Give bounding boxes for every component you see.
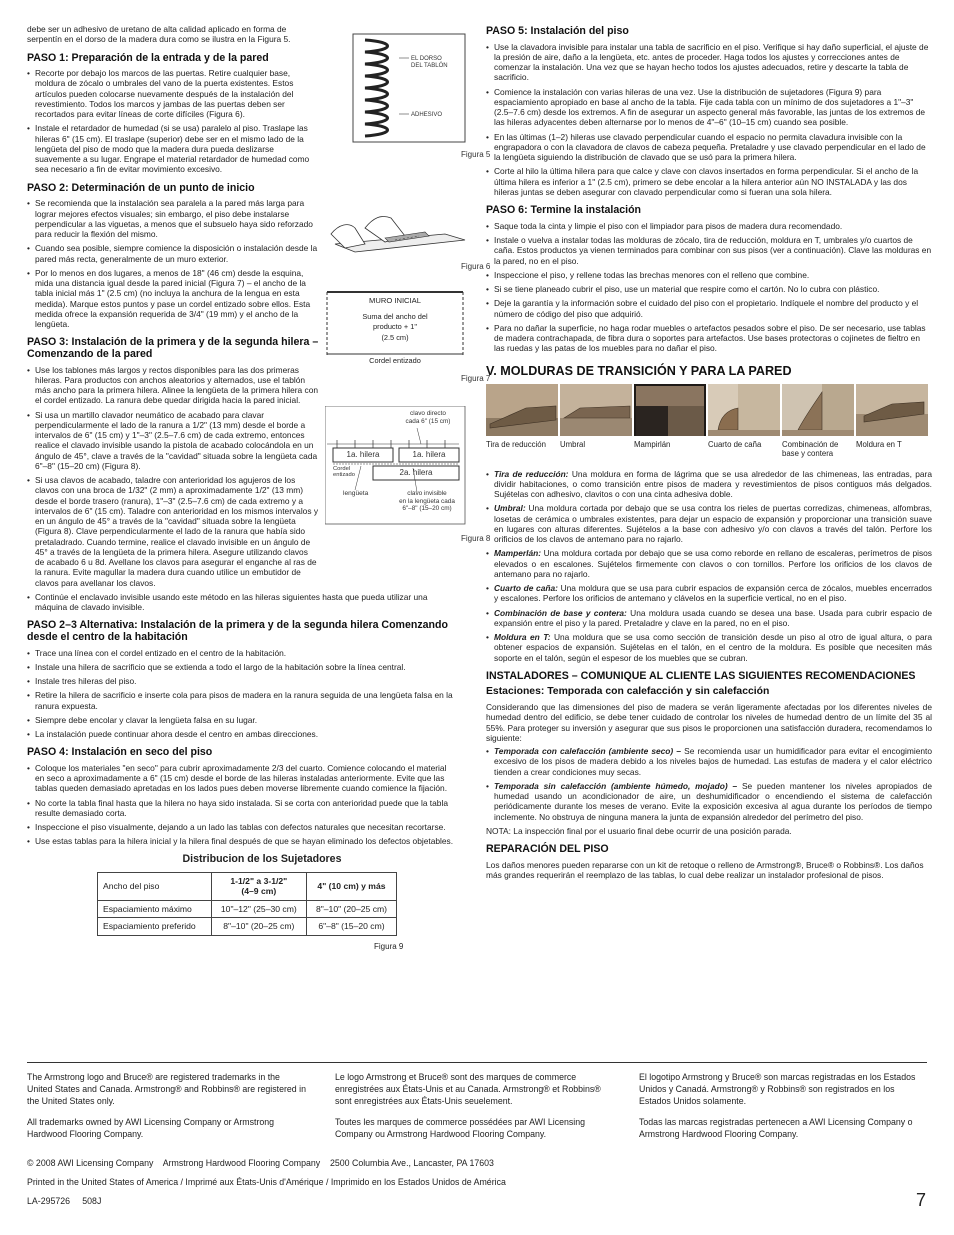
figure8-caption: Figura 8: [461, 534, 491, 543]
step5-list: [486, 42, 932, 198]
installers-heading: INSTALADORES – COMUNIQUE AL CLIENTE LAS SIGUIENTES RECOMENDACIONES: [486, 669, 916, 682]
figure5-caption: Figura 5: [461, 150, 491, 159]
step3-heading: PASO 3: Instalación de la primera y de la segunda hilera – Comenzando de la pared: [27, 336, 319, 360]
list-item: [486, 469, 932, 500]
list-item: • No corte la tabla final hasta que la hilera no haya sido instalada. Si se corta con anterioridad puede que la tabla resulte demasiado corta.: [27, 798, 457, 819]
definition: Una moldura cortada por debajo que se usa como reborde en rellano de escaleras, perímetros de pisos elevados o en escalones. Sujételos firmemente con clavos o con tornillos. Perfore los orificios de los clavos de antemano para no rajarlo.: [494, 548, 932, 579]
molding-label: Mampirlán: [634, 440, 671, 449]
footer-code: LA-295726 508J: [27, 1195, 102, 1206]
table-row: [98, 918, 397, 935]
fastener-table-title: Distribucion de los Sujetadores: [182, 852, 342, 865]
figure7-body: Suma del ancho del producto + 1" (2.5 cm): [362, 312, 428, 342]
term: Tira de reducción:: [494, 468, 569, 479]
list-item: • Para no dañar la superficie, no haga rodar muebles o artefactos pesados sobre el piso. De ser necesario, use tablas de madera contrachapada, de fibra dura o soportes para artefactos. Use bases protectoras o cojinetes de fieltro en las ruedas y las patas de los muebles para no dañar el piso.: [486, 323, 932, 354]
step4-list: [27, 763, 457, 847]
left-column: [27, 24, 491, 951]
list-item: • Use la clavadora invisible para instalar una tabla de sacrificio en el piso. Verifique si hay daño superficial, el ajuste de la presión de aire, daño a la lengüeta, etc. antes de proceder. Haga todos los ajustes y correcciones antes de comenzar la instalación. Una vez que se hayan hecho todos los ajustes adecuados, retire y descarte la tabla de sacrificio.: [486, 42, 932, 83]
figure6-caption: Figura 6: [461, 262, 491, 271]
list-item: • La instalación puede continuar ahora desde el centro en ambas direcciones.: [27, 729, 457, 739]
definition: Una moldura que se usa como sección de transición desde un piso al otro de igual altura, o para obtener espacios de expansión. Sujételas en el talón, en el centro de la moldura. Es posible que necesiten más soporte en el talón, según el espesor de los muebles que se cubran.: [494, 632, 933, 663]
figure7-chalk-line: Cordel entizado: [369, 356, 421, 365]
list-item: • Saque toda la cinta y limpie el piso con el limpiador para pisos de madera dura recomendado.: [486, 221, 932, 231]
figure5-label-back: EL DORSO DEL TABLÓN: [411, 56, 448, 70]
list-item: • Corte al hilo la última hilera para que calce y clave con clavos insertados en forma perpendicular. Si el ancho de la última hilera es inferior a 1" (2.5 cm), primero se debe encolar a la hilera anterior aún NO INSTALADA y las dos hileras juntas se deben asegurar con clavado perpendicular como si fueran una sola hilera.: [486, 166, 932, 197]
list-item: • Instale o vuelva a instalar todas las molduras de zócalo, tira de reducción, moldura en T, umbrales y/o cuartos de caña. Estos productos ya vienen terminados para combinar con sus pisos (ver a continuación). Clave las molduras en la pared, no en el piso.: [486, 235, 932, 266]
table-cell: 6"–8" (15–20 cm): [306, 918, 396, 935]
list-item: • Siempre debe encolar y clavar la lengüeta falsa en su lugar.: [27, 715, 457, 725]
term: Moldura en T:: [494, 632, 551, 643]
figure5-illustration: [325, 28, 495, 156]
list-item: [486, 548, 932, 579]
figure9-caption: Figura 9: [374, 941, 404, 951]
step2-list: [27, 198, 319, 329]
list-item: • Si usa clavos de acabado, taladre con anterioridad los agujeros de los clavos con una broca de 1/32" (2 mm) a aproximadamente 1/2" (13 mm) desde el borde trasero (ranura), 1"–3" (2.5–7.6 cm) de cada extremo y a intervalos de 6" (15 cm). Taladre con anterioridad en los mismos intervalos y en un ángulo de 45° a través de la "cavidad" situada sobre la lengüeta (Figura 8). Clave perpendicularmente el lado de la ranura que había sido pretaladrado. Cuando termine, realice el clavado invisible en un ángulo de 45° a través de la lengüeta de la primera hilera. Asegure utilizando clavos de acabado 6 u 8d. Avellane los clavos para asegurar el enganche al ras de la ranura. Evite magullar la madera dura cuando utilice un embutidor de clavos para avellanar los clavos.: [27, 475, 319, 588]
step23-list: [27, 648, 457, 740]
definition: Una moldura en forma de lágrima que se usa alrededor de las chimeneas, las entradas, para dividir habitaciones, o como transición entre pisos de madera y revestimientos de pisos contiguos más delgados. Sujételas con adhesivo, clavitos o con una cinta adhesiva doble.: [494, 468, 932, 500]
footer-trademark-es: El logotipo Armstrong y Bruce® son marcas registradas en los Estados Unidos y Canadá. Armstrong® y Robbins® son registrados en los Estados Unidos solamente.: [639, 1072, 916, 1106]
molding-reducer: [486, 384, 558, 459]
list-item: • Cuando sea posible, siempre comience la disposición o instalación desde la pared más recta, generalmente de un muro exterior.: [27, 243, 319, 264]
footer-divider: [27, 1062, 927, 1063]
footer-trademark-en: The Armstrong logo and Bruce® are registered trademarks in the United States and Canada. Armstrong® and Robbins® are registered in the United States only.: [27, 1072, 306, 1106]
list-item: [486, 632, 932, 663]
list-item: • Trace una línea con el cordel entizado en el centro de la habitación.: [27, 648, 457, 658]
page-number: 7: [915, 1190, 926, 1210]
term: Umbral:: [494, 503, 526, 514]
footer-english: [27, 1072, 307, 1149]
list-item: • Se recomienda que la instalación sea paralela a la pared más larga para lograr mejores efectos visuales; sin embargo, el piso debe instalarse perpendicular a las viguetas, a menos que el subsuelo haya sido reforzado para reducir la flexión del mismo.: [27, 198, 319, 239]
figure6: [325, 184, 495, 274]
stair-nose-molding-icon: [634, 384, 706, 436]
footer-ownership-es: Todas las marcas registradas pertenecen a AWI Licensing Company o Armstrong Hardwood Flooring Company.: [639, 1116, 913, 1139]
figure7-caption: Figura 7: [461, 374, 491, 383]
base-cap-molding-icon: [782, 384, 854, 436]
step5-heading: PASO 5: Instalación del piso: [486, 25, 629, 37]
molding-label: Tira de reducción: [486, 440, 546, 449]
step1-list: [27, 68, 319, 175]
step23-heading: PASO 2–3 Alternativa: Instalación de la primera y de la segunda hilera Comenzando desde el centro de la habitación: [27, 619, 448, 643]
definition: Se recomienda usar un humidificador para evitar el encogimiento excesivo de los pisos de madera debido a los niveles bajos de humedad. Las estufas de madera y el calor eléctrico tienden a crear condiciones muy secas.: [494, 746, 932, 777]
table-cell: Ancho del piso: [98, 872, 212, 900]
molding-label: Umbral: [560, 440, 586, 449]
step6-heading: PASO 6: Termine la instalación: [486, 204, 642, 217]
molding-base-cap: [782, 384, 854, 459]
list-item: [486, 503, 932, 544]
list-item: [486, 781, 932, 822]
molding-label: Moldura en T: [856, 440, 902, 449]
list-item: • Inspeccione el piso, y rellene todas las brechas menores con el relleno que combine.: [486, 270, 932, 280]
step6-list: [486, 221, 932, 354]
figure8-direct-nail-label: clavo directo cada 6" (15 cm): [405, 410, 451, 425]
list-item: [486, 583, 932, 604]
quarter-round-molding-icon: [708, 384, 780, 436]
figure5: [325, 28, 495, 159]
list-item: • Recorte por debajo los marcos de las puertas. Retire cualquier base, moldura de zócalo o umbrales del vano de la puerta existentes. Estos artículos pueden colocarse nuevamente después de la instalación del revestimiento. Todos los marcos y jambas de las puertas deben ser recortados para evitar líneas de corte difíciles (Figura 6).: [27, 68, 319, 119]
figure8-row1b-label: 1a. hilera: [412, 450, 446, 459]
list-item: • En las últimas (1–2) hileras use clavado perpendicular cuando el espacio no permita clavadura invisible con la engrapadora o con la clavadora de clavos de cabeza pequeña. Pretaladre y use clavado perpendicular en el lado de la lengüeta siguiendo la distribución de clavado que se usó para la primera hilera.: [486, 132, 932, 163]
t-molding-icon: [856, 384, 928, 436]
footer-trademark-fr: Le logo Armstrong et Bruce® sont des marques de commerce enregistrées aux États-Unis et au Canada. Armstrong® et Robbins® sont enregistrées aux États-Unis seuelement.: [335, 1072, 601, 1106]
figure7-title: MURO INICIAL: [369, 296, 421, 305]
definition: Una moldura que se usa para cubrir espacios de expansión cerca de zócalos, muebles encerrados y escalones. Perfore los orificios de antemano y clávelos en la superficie vertical, no en el piso.: [494, 583, 932, 604]
figure8-blind-nail-label: clavo invisible en la lengüeta cada 6"–8" (15–20 cm): [399, 490, 455, 513]
footer-french: [335, 1072, 615, 1149]
definition: Una moldura usada cuando se desea una base. Usada para cubrir espacio de expansión entre el piso y la pared. Pretaladre y clave en la pared, no en el piso.: [494, 607, 932, 628]
term: Combinación de base y contera:: [494, 607, 627, 618]
list-item: • Si usa un martillo clavador neumático de acabado para clavar perpendicularmente el lado de la ranura a 1/2" (13 mm) desde el borde a intervalos de 6" (15 cm) y 1"–3" (2.5–7.6 cm) de cada extremo, entonces realice el clavado invisible usando la pistola de acabado colocándola en un ángulo de 45°, clave a través de la "cavidad" situada sobre la lengüeta cada 6"–8" (15–20 cm) (Figura 8).: [27, 410, 319, 472]
table-cell: 10"–12" (25–30 cm): [211, 900, 306, 917]
list-item: • Si se tiene planeado cubrir el piso, use un material que respire como el cartón. No lo cubra con plástico.: [486, 284, 932, 294]
term: Cuarto de caña:: [494, 583, 558, 594]
fastener-table: [97, 872, 397, 936]
moldings-heading: V. MOLDURAS DE TRANSICIÓN Y PARA LA PARED: [486, 363, 792, 378]
installers-paragraph: Considerando que las dimensiones del piso de madera se verán ligeramente afectadas por los diferentes niveles de humedad dentro del edificio, se debe tener cuidado de controlar los niveles de humedad dentro de un límite del 35 al 55%. Para proteger su inversión y asegurar que sus pisos le proporcionen una satisfacción duradera, recomendamos lo siguiente:: [486, 702, 932, 743]
figure6-illustration: [325, 184, 495, 264]
list-item: [486, 608, 932, 629]
footer-copyright: © 2008 AWI Licensing Company Armstrong Hardwood Flooring Company 2500 Columbia Ave., Lancaster, PA 17603: [27, 1158, 494, 1168]
installers-subheading: Estaciones: Temporada con calefacción y sin calefacción: [486, 685, 770, 697]
list-item: • Instale el retardador de humedad (si se usa) paralelo al piso. Traslape las hileras 6" (15 cm). El traslape (superior) debe ser en el mismo lado de la lengüeta del piso de modo que la madera dura pueda deslizarse suavemente a su lugar. Engrape el material retardador de humedad como sea necesario a fin de evitar movimiento excesivo.: [27, 123, 319, 174]
moldings-list: [486, 469, 932, 663]
table-cell: 8"–10" (20–25 cm): [211, 918, 306, 935]
installers-list: [486, 746, 932, 822]
footer-spanish: [639, 1072, 919, 1149]
molding-quarter-round: [708, 384, 780, 459]
table-cell: Espaciamiento preferido: [98, 918, 212, 935]
figure8: [325, 406, 495, 546]
footer-ownership-fr: Toutes les marques de commerce possédées par AWI Licensing Company ou Armstrong Hardwood Flooring Company.: [335, 1116, 586, 1139]
figure7: [325, 290, 495, 386]
table-row: [98, 872, 397, 900]
step23-section: [27, 620, 457, 846]
intro-paragraph: debe ser un adhesivo de uretano de alta calidad aplicado en forma de serpentín en el dorso de la madera dura como se ilustra en la Figura 5.: [27, 24, 291, 45]
table-cell: 4" (10 cm) y más: [306, 872, 396, 900]
list-item: • Use los tablones más largos y rectos disponibles para las dos primeras hileras. Para productos con anchos aleatorios y alternados, use el tablón más ancho para la primera hilera. Alinee la lengüeta de la primera hilera con el cordel entizado. La ranura debe quedar dirigida hacia la pared inicial.: [27, 365, 319, 406]
definition: Una moldura cortada por debajo que se usa contra los rieles de puertas corredizas, chimeneas, alfombras, losetas de cerámica o umbrales existentes, para dejar un espacio de expansión y proporcionar una transición suave en lugares con alturas diferentes. Sujételos a la base con adhesivo y/o con clavos a través del talón. Perfore los orificios de los clavos de antemano para no rajarlo.: [494, 503, 932, 545]
molding-stair-nose: [634, 384, 706, 459]
definition: Se pueden mantener los niveles apropiados de humedad usando un acondicionador de aire, un deshumidificador o encendiendo el sistema de calefacción periódicamente durante los meses de verano. Evite la exposición excesiva al agua durante los períodos de tiempo inclemente. No obstruya de ninguna manera la junta de expansión alrededor del perímetro del piso.: [494, 780, 932, 822]
footer-bottom: [27, 1158, 506, 1215]
list-item: • Instale tres hileras del piso.: [27, 676, 457, 686]
molding-t-mold: [856, 384, 928, 459]
footer-ownership-en: All trademarks owned by AWI Licensing Company or Armstrong Hardwood Flooring Company.: [27, 1116, 275, 1139]
table-cell: Espaciamiento máximo: [98, 900, 212, 917]
term: Temporada sin calefacción (ambiente húmedo, mojado) –: [494, 780, 738, 791]
term: Temporada con calefacción (ambiente seco) –: [494, 746, 681, 757]
figure8-row1a-label: 1a. hilera: [346, 450, 380, 459]
moldings-strip: [486, 384, 932, 459]
list-item: • Comience la instalación con varias hileras de una vez. Use la distribución de sujetadores (Figura 9) para espaciamiento apropiado en base al ancho de la tabla. Fije cada tabla con un mínimo de dos sujetadores a 1"–3" (2.5–7.6 cm) desde los extremos. A fin de asegurar un aspecto general más favorable, las juntas de los extremos de las hileras adyacentes deben alternarse por lo menos de 4"–6" (10–15 cm) cuando sea posible.: [486, 87, 932, 128]
term: Mamperlán:: [494, 548, 542, 559]
table-cell: 1-1/2" a 3-1/2" (4–9 cm): [211, 872, 306, 900]
molding-label: Cuarto de caña: [708, 440, 762, 449]
footer-printed: Printed in the United States of America / Imprimé aux États-Unis d'Amérique / Imprimido en los Estados Unidos de América: [27, 1176, 506, 1187]
threshold-molding-icon: [560, 384, 632, 436]
list-item: • Inspeccione el piso visualmente, dejando a un lado las tablas con defectos naturales que necesitan recortarse.: [27, 822, 457, 832]
figure8-chalk-label: Cordel entizado: [333, 466, 355, 479]
list-item: [486, 746, 932, 777]
table-row: [98, 900, 397, 917]
step2-heading: PASO 2: Determinación de un punto de inicio: [27, 181, 255, 194]
right-column: [486, 24, 932, 883]
repair-text: Los daños menores pueden repararse con un kit de retoque o relleno de Armstrong®, Bruce® o Robbins®. Los daños más grandes requerirán el reemplazo de las tablas, lo cual debe realizar un instalador profesional de pisos.: [486, 859, 924, 881]
list-item: • Continúe el enclavado invisible usando este método en las hileras siguientes hasta que pueda utilizar una máquina de clavado invisible.: [27, 592, 447, 613]
list-item: • Retire la hilera de sacrificio e inserte cola para pisos de madera en la ranura seguida de una lengüeta falsa en la ranura expuesta.: [27, 690, 457, 711]
table-cell: 8"–10" (20–25 cm): [306, 900, 396, 917]
repair-heading: REPARACIÓN DEL PISO: [486, 843, 609, 856]
reducer-molding-icon: [486, 384, 558, 436]
molding-label: Combinación de base y contera: [782, 440, 839, 459]
figure8-tongue-label: lengüeta: [343, 490, 369, 497]
step3-list: [27, 365, 319, 588]
figure5-label-adhesive: ADHESIVO: [411, 112, 443, 118]
step3-list-continued: [27, 592, 447, 613]
list-item: • Deje la garantía y la información sobre el cuidado del piso con el propietario. Indíquele el nombre del producto y el número de código del piso que adquirió.: [486, 298, 932, 319]
figure8-row2-label: 2a. hilera: [399, 468, 433, 477]
list-item: • Instale una hilera de sacrificio que se extienda a todo el largo de la habitación sobre la línea central.: [27, 662, 457, 672]
left-text: [27, 24, 319, 588]
step1-heading: PASO 1: Preparación de la entrada y de la pared: [27, 51, 269, 64]
figure7-box: [325, 290, 465, 366]
step4-heading: PASO 4: Instalación en seco del piso: [27, 746, 213, 759]
list-item: • Coloque los materiales "en seco" para cubrir aproximadamente 2/3 del cuarto. Comience colocando el material en seco a aproximadamente a 6" (15 cm) desde el borde de las hileras instaladas anteriormente. Evite que las tablas queden demasiado apretadas en los lados pues deben moverse libremente cuando comience la fijación.: [27, 763, 457, 794]
installers-note: NOTA: La inspección final por el usuario final debe ocurrir de una posición parada.: [486, 825, 792, 836]
list-item: • Use estas tablas para la hilera inicial y la hilera final después de que se hayan eliminado los defectos objetables.: [27, 836, 457, 846]
list-item: • Por lo menos en dos lugares, a menos de 18" (46 cm) desde la esquina, mida una distancia igual desde la pared inicial (Figura 7) – el ancho de la tabla inicial más 1" (2.5 cm) (no incluya la anchura de la lengua en esta medida). Marque estos puntos y pase un cordel entizado sobre ellos. Esta medida ofrece la expansión requerida de 3/4" (19 mm) y el ancho de la lengüeta.: [27, 268, 319, 330]
molding-threshold: [560, 384, 632, 459]
